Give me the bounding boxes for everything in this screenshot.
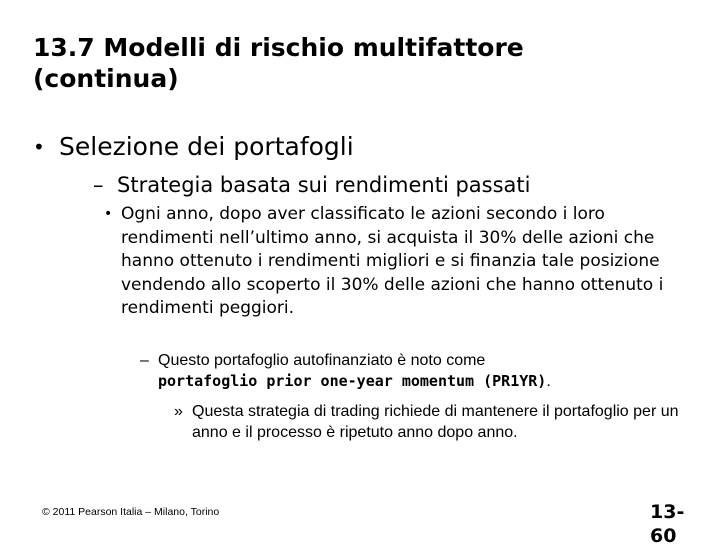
bullet-level-4-text <box>158 351 678 392</box>
bold-term: portafoglio prior one-year momentum (PR1YR) <box>158 372 547 390</box>
chevron-marker: » <box>174 403 183 420</box>
slide-title <box>33 32 693 94</box>
dash-marker: – <box>140 352 149 369</box>
bullet-level-4-text-plain: Questo portafoglio autofinanziato è noto come <box>158 352 486 369</box>
bullet-level-3-text: Ogni anno, dopo aver classificato le azioni secondo i loro rendimenti nell’ultimo anno, si acquista il 30% delle azioni che hanno ottenuto i rendimenti migliori e si finanzia tale posizione vendendo allo scoperto il 30% delle azioni che hanno ottenuto i rendimenti peggiori. <box>121 204 664 318</box>
bullet-level-5-text: Questa strategia di trading richiede di mantenere il portafoglio per un anno e il processo è ripetuto anno dopo anno. <box>192 403 679 441</box>
bullet-level-4-punctuation: . <box>546 373 551 390</box>
dash-marker: – <box>93 173 104 197</box>
page-number: 13-60 <box>650 501 685 547</box>
bullet-level-2-text: Strategia basata sui rendimenti passati <box>117 173 531 197</box>
bullet-level-1-text: Selezione dei portafogli <box>59 132 354 161</box>
bullet-marker: • <box>104 206 113 222</box>
footer-copyright: © 2011 Pearson Italia – Milano, Torino <box>42 506 220 518</box>
slide-title-line-1: 13.7 Modelli di rischio multifattore <box>33 33 524 62</box>
bullet-marker: • <box>33 135 45 159</box>
slide-title-line-2: (continua) <box>33 64 179 93</box>
